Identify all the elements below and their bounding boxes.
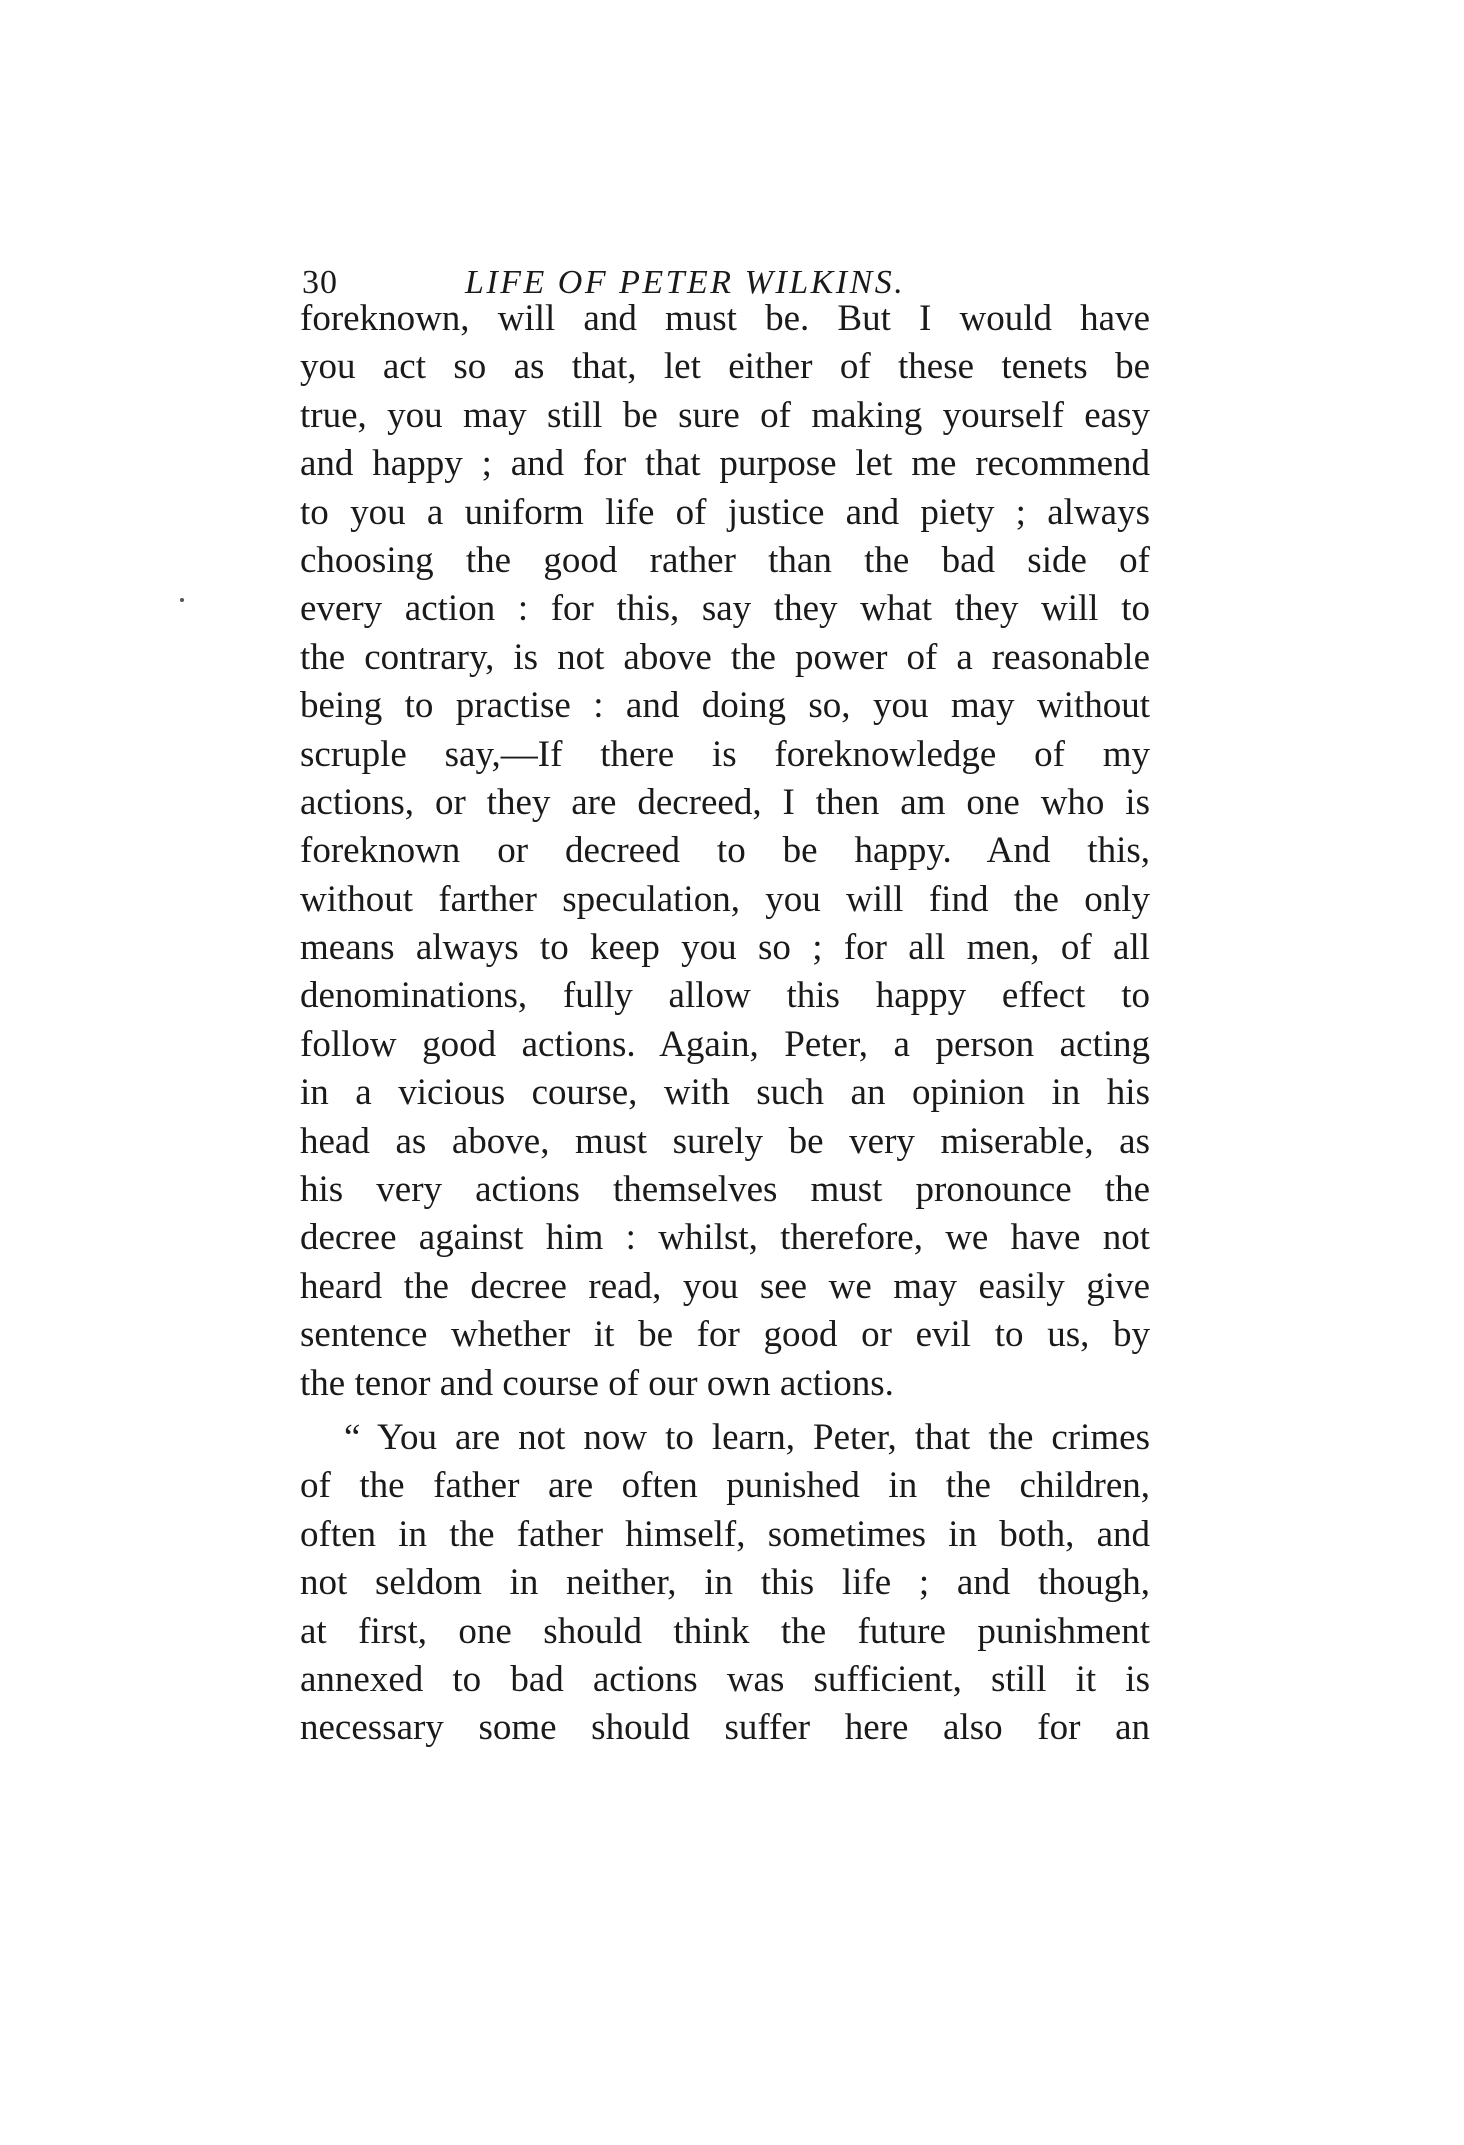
text-line: “ You are not now to learn, Peter, that the crimes xyxy=(344,1416,1150,1458)
text-line: his very actions themselves must pronounce the xyxy=(300,1169,1150,1211)
text-line: the contrary, is not above the power of a reasonable xyxy=(300,636,1150,678)
text-line: of the father are often punished in the children, xyxy=(300,1465,1150,1507)
text-line: foreknown or decreed to be happy. And this, xyxy=(300,830,1150,872)
text-line: to you a uniform life of justice and piety ; always xyxy=(300,491,1150,533)
text-line: denominations, fully allow this happy effect to xyxy=(300,975,1150,1017)
text-line: being to practise : and doing so, you may without xyxy=(300,685,1150,727)
text-line: sentence whether it be for good or evil to us, by xyxy=(300,1314,1150,1356)
text-line: true, you may still be sure of making yourself easy xyxy=(300,394,1150,436)
text-line: and happy ; and for that purpose let me recommend xyxy=(300,443,1150,485)
text-line: foreknown, will and must be. But I would have xyxy=(300,298,1150,339)
text-line: the tenor and course of our own actions. xyxy=(300,1362,894,1404)
text-line: every action : for this, say they what they will to xyxy=(300,588,1150,630)
text-line: in a vicious course, with such an opinion in his xyxy=(300,1072,1150,1114)
text-line: heard the decree read, you see we may easily give xyxy=(300,1265,1150,1307)
paragraph-2 xyxy=(300,1414,1150,1753)
text-line: without farther speculation, you will find the only xyxy=(300,878,1150,920)
text-line: decree against him : whilst, therefore, we have not xyxy=(300,1217,1150,1259)
text-line: at first, one should think the future punishment xyxy=(300,1610,1150,1652)
running-title: LIFE OF PETER WILKINS. xyxy=(465,264,906,301)
text-line: choosing the good rather than the bad side of xyxy=(300,539,1150,581)
text-line: you act so as that, let either of these tenets be xyxy=(300,346,1150,388)
text-line: necessary some should suffer here also for an xyxy=(300,1707,1150,1749)
body-text xyxy=(300,295,1150,1753)
paragraph-1 xyxy=(300,295,1150,1408)
text-line: follow good actions. Again, Peter, a person acting xyxy=(300,1023,1150,1065)
text-line: not seldom in neither, in this life ; and though, xyxy=(300,1562,1150,1604)
text-line: annexed to bad actions was sufficient, still it is xyxy=(300,1658,1150,1700)
margin-speck xyxy=(180,598,184,602)
text-line: actions, or they are decreed, I then am one who is xyxy=(300,781,1150,823)
text-line: often in the father himself, sometimes in both, and xyxy=(300,1513,1150,1555)
text-line: head as above, must surely be very miserable, as xyxy=(300,1120,1150,1162)
page-number: 30 xyxy=(302,264,338,301)
text-line: means always to keep you so ; for all men, of all xyxy=(300,927,1150,969)
text-line: scruple say,—If there is foreknowledge of my xyxy=(300,733,1150,775)
